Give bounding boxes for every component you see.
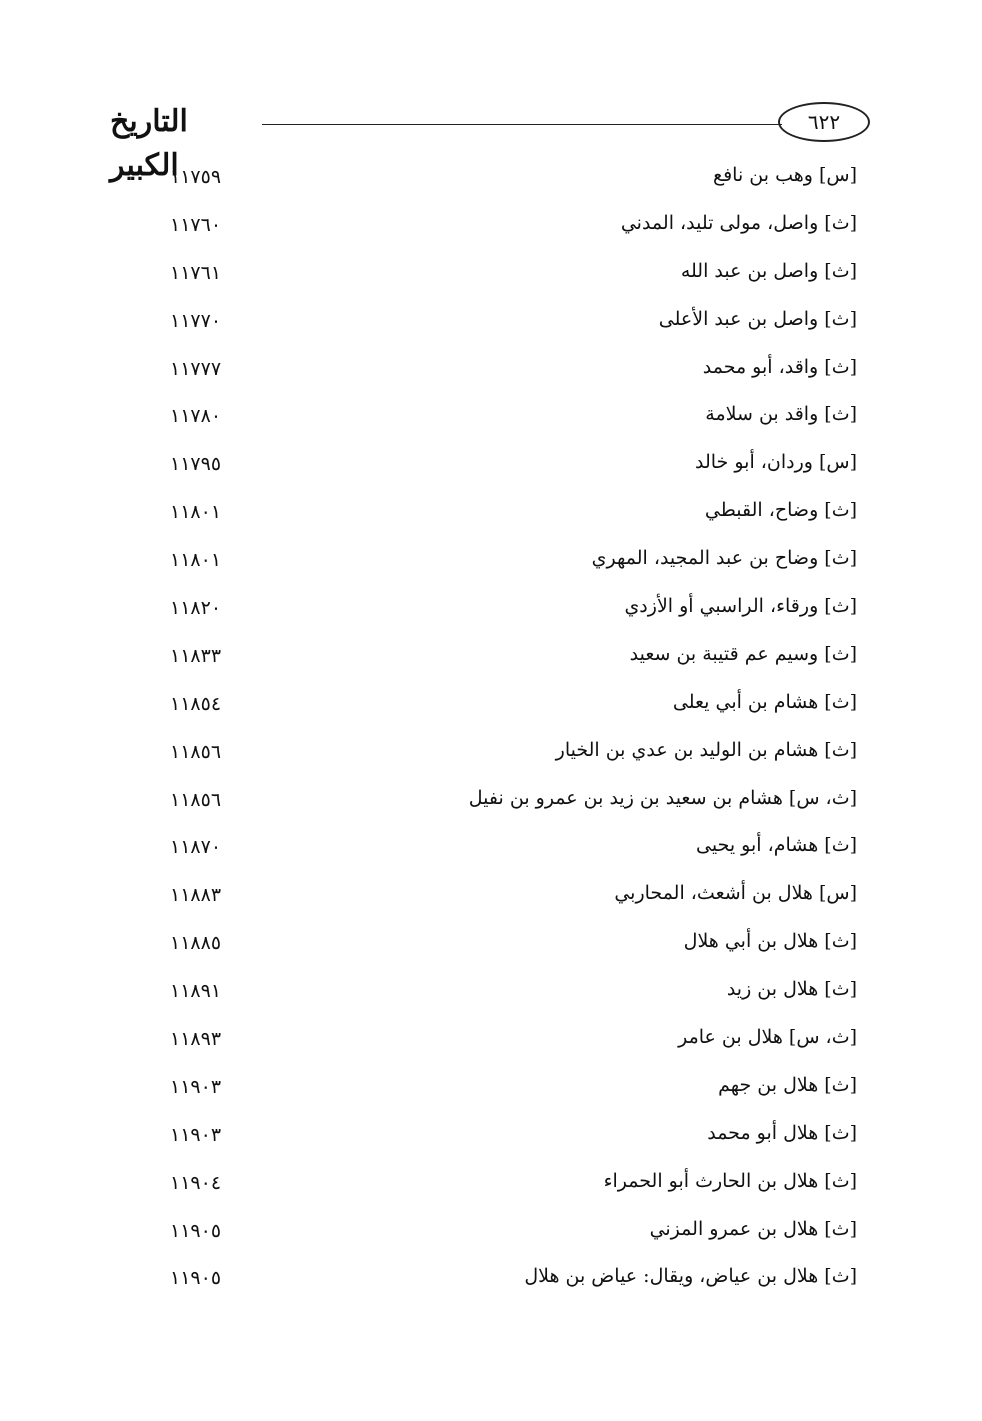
entry-number: ١١٨٣٣ — [170, 644, 222, 667]
index-entry — [0, 1253, 982, 1301]
entry-number: ١١٧٩٥ — [170, 453, 222, 476]
entry-name: [ث] هشام، أبو يحيى — [696, 834, 857, 857]
entry-name: [ث] واصل بن عبد الأعلى — [658, 307, 857, 330]
index-entry — [0, 1014, 982, 1062]
entry-name: [ث] هلال بن زيد — [726, 978, 857, 1001]
index-entry — [0, 966, 982, 1014]
entry-number: ١١٩٠٣ — [170, 1123, 222, 1146]
index-entry — [0, 1158, 982, 1206]
entry-name: [ث] واقد بن سلامة — [705, 403, 857, 426]
index-entry — [0, 870, 982, 918]
entry-number: ١١٩٠٣ — [170, 1075, 222, 1098]
entry-number: ١١٨٥٦ — [170, 788, 222, 811]
page-number: ٦٢٢ — [778, 102, 870, 142]
entry-number: ١١٩٠٥ — [170, 1219, 222, 1242]
entry-name: [س] وردان، أبو خالد — [695, 451, 857, 474]
index-entry — [0, 535, 982, 583]
index-entry — [0, 631, 982, 679]
entry-number: ١١٩٠٥ — [170, 1267, 222, 1290]
entry-name: [ث] هشام بن الوليد بن عدي بن الخيار — [555, 738, 857, 761]
index-entry — [0, 487, 982, 535]
index-entry — [0, 583, 982, 631]
entry-name: [ث] وضاح، القبطي — [704, 499, 857, 522]
index-entry — [0, 918, 982, 966]
entry-number: ١١٧٦١ — [170, 261, 222, 284]
index-entry — [0, 1206, 982, 1254]
index-entry — [0, 200, 982, 248]
index-entry — [0, 727, 982, 775]
entry-name: [ث] وضاح بن عبد المجيد، المهري — [591, 547, 857, 570]
entry-name: [ث] هلال بن أبي هلال — [683, 930, 857, 953]
entry-number: ١١٧٧٧ — [170, 357, 222, 380]
index-entry — [0, 775, 982, 823]
entry-name: [ث] واقد، أبو محمد — [702, 355, 857, 378]
entry-name: [ث، س] هلال بن عامر — [678, 1026, 857, 1049]
index-entry — [0, 679, 982, 727]
index-entry — [0, 1110, 982, 1158]
entry-name: [س] وهب بن نافع — [712, 164, 857, 186]
entry-number: ١١٨٩١ — [170, 980, 222, 1003]
entry-name: [س] هلال بن أشعث، المحاربي — [614, 882, 857, 905]
index-entry — [0, 822, 982, 870]
entry-name: [ث] واصل بن عبد الله — [680, 259, 857, 282]
entry-number: ١١٨٠١ — [170, 501, 222, 524]
entry-number: ١١٨٨٥ — [170, 932, 222, 955]
entry-number: ١١٩٠٤ — [170, 1171, 222, 1194]
entry-name: [ث] وسيم عم قتيبة بن سعيد — [629, 642, 857, 665]
entry-number: ١١٧٥٩ — [170, 166, 222, 188]
entry-number: ١١٨٩٣ — [170, 1028, 222, 1051]
entry-number: ١١٨٠١ — [170, 549, 222, 572]
entry-name: [ث] هلال بن عياض، ويقال: عياض بن هلال — [524, 1265, 857, 1288]
entry-name: [ث] هلال بن جهم — [718, 1073, 857, 1096]
entry-number: ١١٧٨٠ — [170, 405, 222, 428]
entry-name: [ث] هلال بن عمرو المزني — [649, 1217, 857, 1240]
entry-name: [ث] هلال بن الحارث أبو الحمراء — [603, 1169, 857, 1192]
index-entry — [0, 152, 982, 200]
index-entry — [0, 439, 982, 487]
entry-number: ١١٨٥٦ — [170, 740, 222, 763]
index-entry — [0, 344, 982, 392]
index-entry — [0, 391, 982, 439]
entry-number: ١١٧٦٠ — [170, 213, 222, 236]
entry-number: ١١٨٨٣ — [170, 884, 222, 907]
entry-number: ١١٧٧٠ — [170, 309, 222, 332]
entry-name: [ث، س] هشام بن سعيد بن زيد بن عمرو بن نفيل — [468, 786, 857, 809]
entry-name: [ث] هشام بن أبي يعلى — [672, 690, 857, 713]
book-title: التاريخ الكبير — [110, 104, 188, 183]
index-list — [0, 152, 982, 1301]
entry-name: [ث] هلال أبو محمد — [707, 1121, 857, 1144]
entry-number: ١١٨٧٠ — [170, 836, 222, 859]
entry-number: ١١٨٥٤ — [170, 692, 222, 715]
entry-number: ١١٨٢٠ — [170, 597, 222, 620]
index-entry — [0, 248, 982, 296]
header-rule — [262, 124, 782, 125]
entry-name: [ث] ورقاء، الراسبي أو الأزدي — [624, 595, 857, 618]
index-entry — [0, 296, 982, 344]
index-entry — [0, 1062, 982, 1110]
entry-name: [ث] واصل، مولى تليد، المدني — [620, 211, 857, 234]
